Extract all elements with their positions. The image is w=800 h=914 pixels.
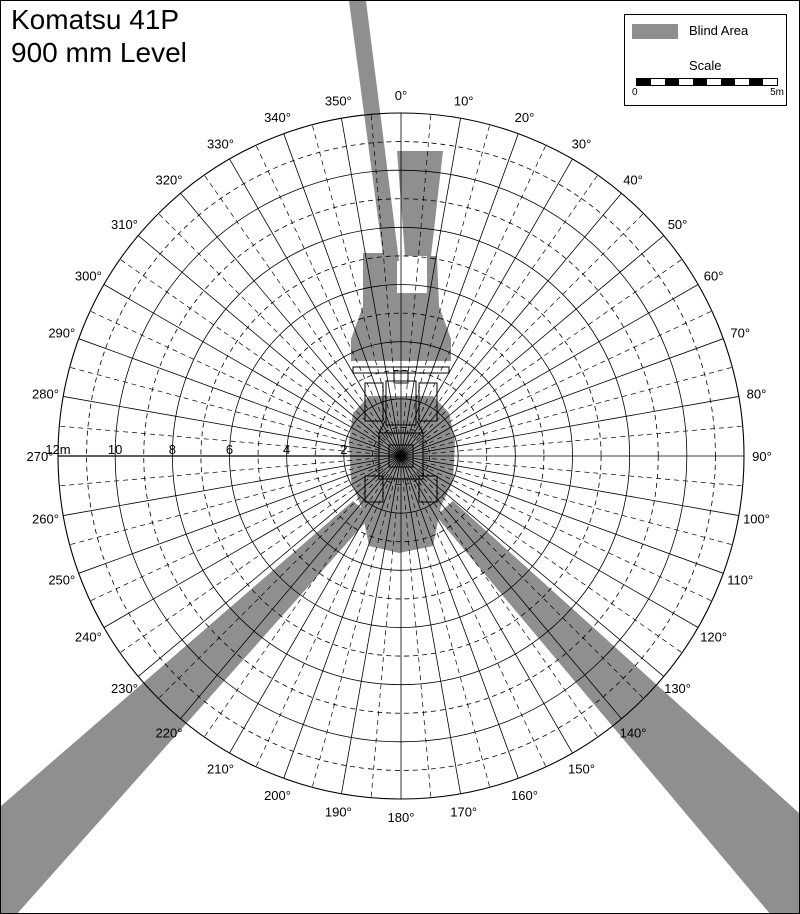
angle-label: 110°	[727, 572, 754, 588]
angle-label: 350°	[324, 93, 352, 109]
blind-area-region	[1, 501, 371, 913]
radial-distance-label: 6	[225, 442, 234, 457]
angle-label: 300°	[74, 268, 102, 284]
angle-label: 70°	[730, 325, 751, 341]
angle-label: 270°	[26, 449, 54, 464]
angle-label: 240°	[74, 629, 102, 645]
legend-blind-area-swatch	[632, 24, 678, 39]
grid-radial-dashed	[419, 259, 682, 443]
angle-label: 60°	[703, 268, 724, 284]
legend	[624, 14, 787, 106]
angle-label: 320°	[155, 172, 183, 188]
angle-label: 190°	[324, 804, 352, 820]
angle-label: 180°	[387, 810, 415, 825]
legend-scale-min: 0	[632, 87, 638, 98]
grid-radial-dashed	[158, 213, 385, 440]
blind-area-region	[397, 151, 443, 256]
blind-area-region	[349, 1, 399, 263]
grid-radial-dashed	[414, 175, 598, 438]
angle-label: 30°	[571, 136, 592, 152]
angle-label: 20°	[514, 109, 535, 125]
angle-label: 130°	[664, 681, 691, 697]
angle-label: 250°	[48, 572, 76, 588]
angle-label: 120°	[700, 629, 728, 645]
angle-label: 160°	[511, 788, 538, 804]
legend-scale-title: Scale	[689, 58, 722, 73]
angle-label: 290°	[48, 325, 76, 341]
blind-area-polar-plot	[1, 1, 799, 913]
angle-label: 260°	[32, 511, 59, 527]
grid-radial-dashed	[417, 213, 644, 440]
angle-label: 100°	[743, 511, 770, 527]
legend-scale-bar	[636, 78, 778, 86]
angle-label: 200°	[264, 788, 291, 804]
angle-label: 140°	[619, 725, 647, 741]
angle-label: 0°	[394, 88, 408, 103]
diagram-title	[11, 3, 187, 69]
angle-label: 210°	[207, 761, 234, 777]
angle-label: 170°	[450, 804, 478, 820]
radial-distance-label: 4	[283, 442, 291, 457]
angle-label: 220°	[155, 725, 183, 741]
grid-radial-dashed	[421, 311, 712, 447]
angle-label: 80°	[746, 386, 767, 402]
angle-label: 230°	[111, 681, 138, 697]
angle-label: 50°	[667, 216, 688, 232]
radial-distance-label: 10	[107, 442, 123, 457]
grid-radial-dashed	[70, 367, 380, 450]
grid-radial-dashed	[414, 474, 598, 737]
grid-radial-dashed	[90, 311, 381, 447]
grid-radial-dashed	[204, 175, 388, 438]
angle-label: 340°	[264, 109, 291, 125]
radial-distance-label: 8	[168, 442, 176, 457]
angle-label: 10°	[453, 93, 474, 109]
operator-eye-point	[398, 453, 404, 459]
angle-label: 310°	[111, 216, 138, 232]
angle-label: 90°	[752, 449, 772, 464]
angle-label: 40°	[623, 172, 643, 188]
radial-distance-label: 2	[340, 442, 348, 457]
angle-label: 330°	[207, 136, 234, 152]
legend-blind-area-label: Blind Area	[689, 23, 749, 38]
grid-radial-dashed	[120, 259, 383, 443]
title-machine: Komatsu 41P	[11, 4, 180, 35]
angle-label: 150°	[568, 761, 595, 777]
angle-label: 280°	[32, 386, 59, 402]
title-level: 900 mm Level	[11, 37, 187, 68]
grid-radial-dashed	[204, 474, 388, 737]
radial-distance-label: 12m	[45, 442, 71, 457]
legend-scale-max: 5m	[770, 87, 784, 98]
grid-radial-dashed	[422, 367, 732, 450]
